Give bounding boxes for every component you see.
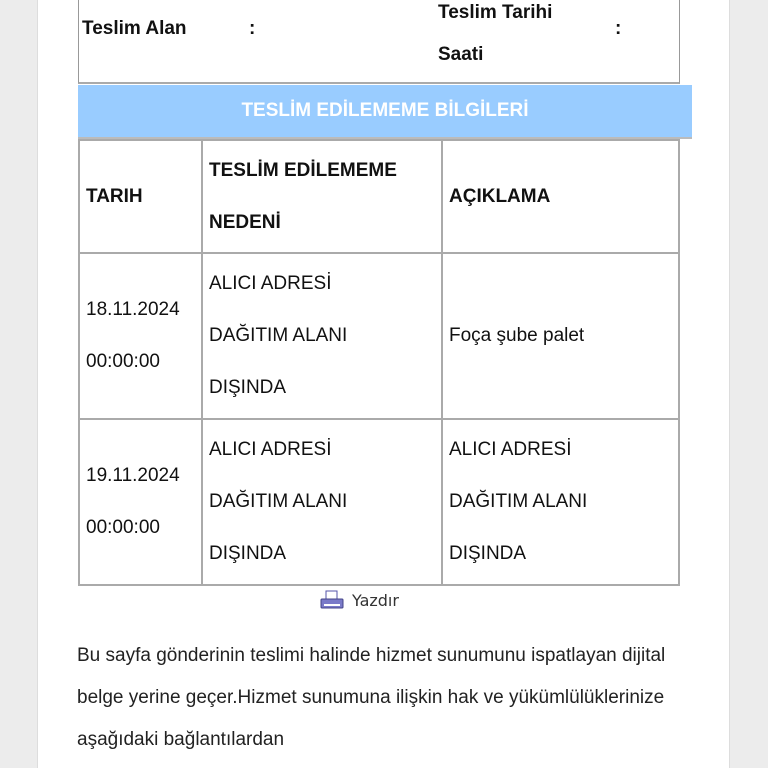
date-colon: : [615, 18, 622, 39]
delivery-info [78, 0, 680, 84]
disclaimer-text: Bu sayfa gönderinin teslimi halinde hizmet sunumunu ispatlayan dijital belge yerine geçer.Hizmet sunumuna ilişkin hak ve yükümlülüklerinize aşağıdaki bağlantılardan [77, 645, 666, 750]
cell-date [79, 253, 202, 419]
time: 00:00:00 [86, 517, 160, 538]
cell-note: ALICI ADRESİ DAĞITIM ALANI DIŞINDA [442, 419, 679, 585]
date-label: Teslim Tarihi [438, 2, 553, 23]
print-label: Yazdır [352, 590, 399, 610]
date: 19.11.2024 [86, 465, 180, 486]
cell-date [79, 419, 202, 585]
printer-icon [320, 590, 344, 610]
header-reason: TESLİM EDİLEMEME NEDENİ [202, 140, 442, 253]
header-date: TARIH [79, 140, 202, 253]
reason-line: ALICI ADRESİ [209, 273, 332, 294]
undelivered-table [78, 139, 680, 586]
table-row [79, 419, 679, 585]
date: 18.11.2024 [86, 299, 180, 320]
receiver-label: Teslim Alan [82, 18, 187, 39]
reason-line: DIŞINDA [209, 543, 287, 564]
cell-note: Foça şube palet [442, 253, 679, 419]
header-note: AÇIKLAMA [442, 140, 679, 253]
print-button[interactable] [320, 590, 399, 610]
time-label: Saati [438, 44, 484, 65]
reason-line: ALICI ADRESİ [209, 439, 332, 460]
time: 00:00:00 [86, 351, 160, 372]
reason-line: DIŞINDA [209, 377, 287, 398]
reason-line: DAĞITIM ALANI [209, 491, 348, 512]
cell-reason [202, 253, 442, 419]
section-title: TESLİM EDİLEMEME BİLGİLERİ [78, 85, 692, 139]
receiver-colon: : [249, 18, 256, 39]
cell-reason [202, 419, 442, 585]
table-header-row [79, 140, 679, 253]
table-row [79, 253, 679, 419]
reason-line: DAĞITIM ALANI [209, 325, 348, 346]
